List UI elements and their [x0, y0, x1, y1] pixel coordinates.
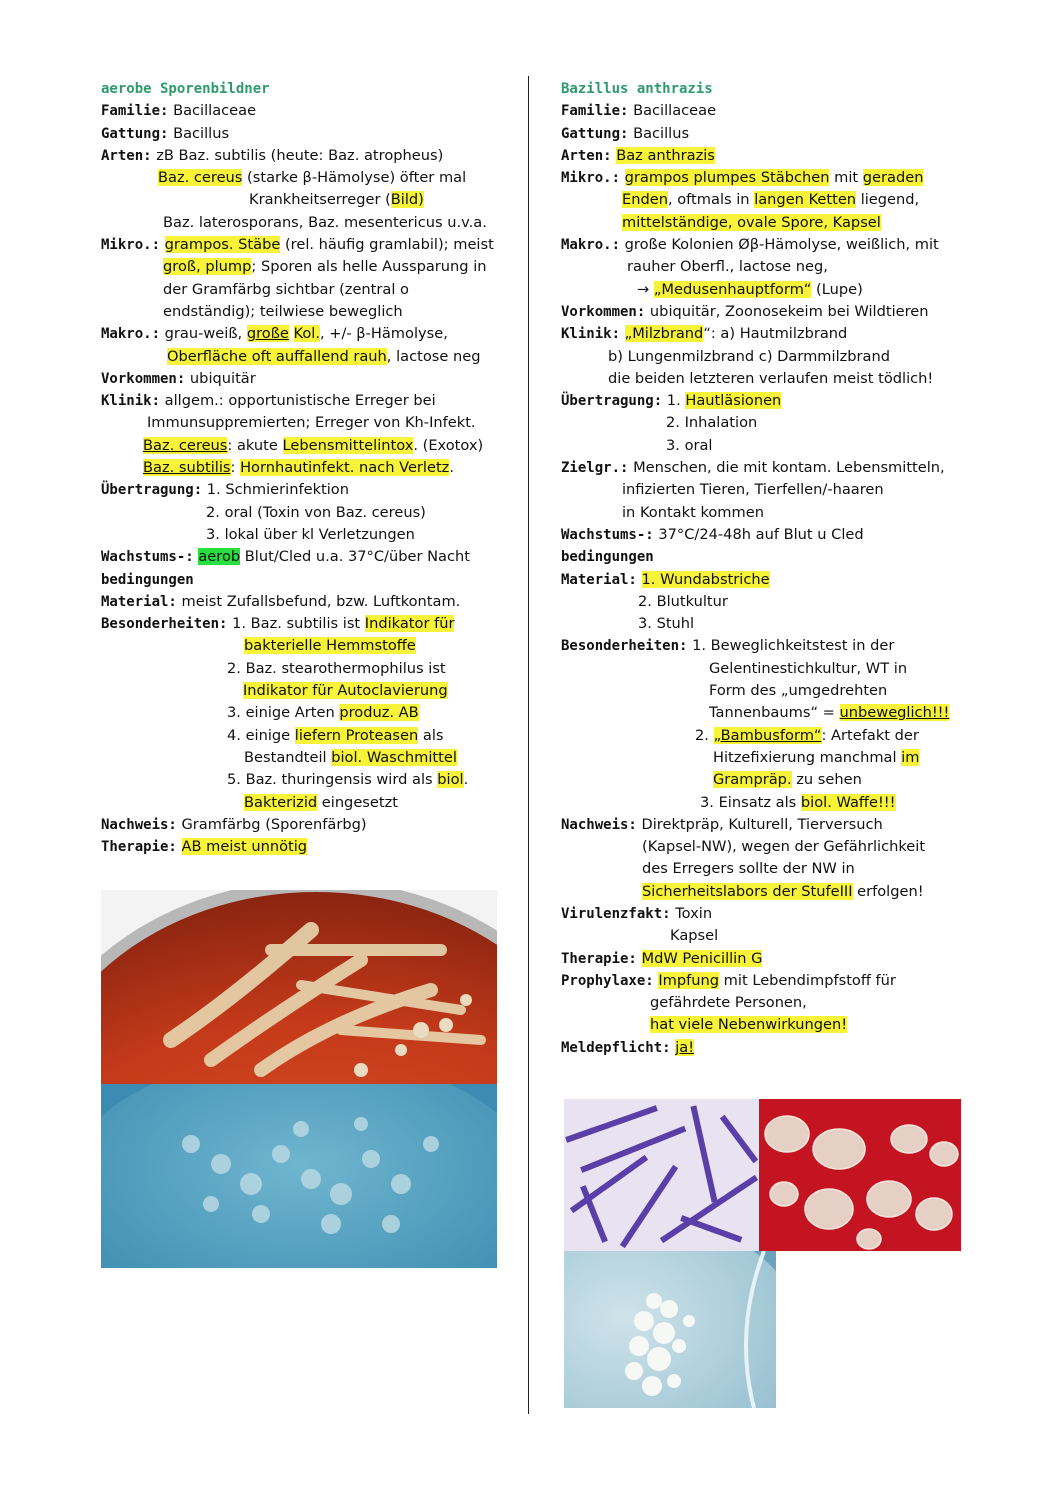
right-virulenz: Virulenzfakt: Toxin [561, 904, 713, 922]
right-uebertragung: Übertragung: 1. Hautläsionen [561, 392, 782, 410]
left-bes-7: Bestandteil biol. Waschmittel [244, 748, 457, 766]
right-bedingungen: bedingungen [561, 549, 654, 566]
right-material-2: 2. Blutkultur [638, 592, 728, 610]
blood-agar-plate-image [101, 890, 497, 1084]
left-klinik: Klinik: allgem.: opportunistische Erreger bei [101, 392, 436, 410]
gram-stain-microscopy-image [564, 1099, 759, 1251]
right-arten: Arten: Baz anthrazis [561, 146, 715, 164]
right-bes-3: Form des „umgedrehten [709, 682, 888, 700]
right-bes-7: Grampräp. zu sehen [713, 771, 862, 789]
left-bes-3: 2. Baz. stearothermophilus ist [227, 659, 446, 677]
left-bes-9: Bakterizid eingesetzt [244, 793, 398, 811]
anthrax-blood-agar-image [759, 1099, 961, 1251]
right-nachweis-2: (Kapsel-NW), wegen der Gefährlichkeit [642, 838, 926, 856]
left-mikro-4: endständig); teilwiese beweglich [163, 302, 403, 320]
right-klinik-2: b) Lungenmilzbrand c) Darmmilzbrand [608, 347, 891, 365]
left-column [101, 78, 521, 858]
left-mikro: Mikro.: grampos. Stäbe (rel. häufig gramlabil); meist [101, 236, 494, 254]
left-nachweis: Nachweis: Gramfärbg (Sporenfärbg) [101, 815, 367, 833]
left-arten-2: Baz. cereus (starke β-Hämolyse) öfter mal [158, 169, 467, 187]
left-uebertragung: Übertragung: 1. Schmierinfektion [101, 481, 349, 499]
left-klinik-2: Immunsuppremierten; Erreger von Kh-Infekt. [147, 414, 476, 432]
left-wachstum: Wachstums-: aerob Blut/Cled u.a. 37°C/über Nacht [101, 548, 470, 566]
right-familie: Familie: Bacillaceae [561, 102, 717, 120]
petri-dish-graphic [564, 1251, 776, 1408]
left-klinik-4: Baz. subtilis: Hornhautinfekt. nach Verletz. [143, 459, 454, 477]
column-divider [528, 76, 529, 1414]
blue-agar-plate-graphic [101, 1084, 497, 1268]
right-bes-4: Tannenbaums“ = unbeweglich!!! [709, 704, 950, 722]
left-arten-3: Krankheitserreger (Bild) [249, 191, 424, 209]
right-mikro-2: Enden, oftmals in langen Ketten liegend, [622, 191, 920, 209]
right-nachweis-4: Sicherheitslabors der StufeIII erfolgen! [642, 882, 924, 900]
left-bes-5: 3. einige Arten produz. AB [227, 704, 419, 722]
left-makro: Makro.: grau-weiß, große Kol., +/- β-Hämolyse, [101, 325, 448, 343]
right-mikro-3: mittelständige, ovale Spore, Kapsel [622, 213, 881, 231]
right-ueb-2: 2. Inhalation [666, 414, 758, 432]
right-prophylaxe: Prophylaxe: Impfung mit Lebendimpfstoff für [561, 971, 896, 989]
left-bes-8: 5. Baz. thuringensis wird als biol. [227, 771, 469, 789]
left-arten-4: Baz. laterosporans, Baz. mesentericus u.v.a. [163, 213, 487, 231]
right-virulenz-2: Kapsel [670, 927, 719, 945]
right-ueb-3: 3. oral [666, 436, 713, 454]
right-column [561, 78, 1021, 1059]
left-bedingungen: bedingungen [101, 571, 194, 588]
right-bes-2: Gelentinestichkultur, WT in [709, 659, 908, 677]
right-makro-2: rauher Oberfl., lactose neg, [627, 258, 828, 276]
left-bes-4: Indikator für Autoclavierung [243, 682, 448, 700]
left-material: Material: meist Zufallsbefund, bzw. Luftkontam. [101, 592, 461, 610]
right-bes-8: 3. Einsatz als biol. Waffe!!! [700, 793, 896, 811]
right-makro: Makro.: große Kolonien Øβ-Hämolyse, weißlich, mit [561, 236, 939, 254]
right-gattung: Gattung: Bacillus [561, 124, 690, 142]
blood-agar-plate-graphic [101, 890, 497, 1084]
left-ueb-2: 2. oral (Toxin von Baz. cereus) [206, 503, 426, 521]
right-prophylaxe-2: gefährdete Personen, [650, 994, 807, 1012]
left-therapie: Therapie: AB meist unnötig [101, 838, 308, 856]
left-mikro-2: groß, plump; Sporen als helle Aussparung in [163, 258, 487, 276]
left-mikro-3: der Gramfärbg sichtbar (zentral o [163, 280, 409, 298]
left-gattung: Gattung: Bacillus [101, 124, 230, 142]
right-bes-5: 2. „Bambusform“: Artefakt der [695, 726, 919, 744]
right-material: Material: 1. Wundabstriche [561, 570, 770, 588]
left-title: aerobe Sporenbildner [101, 81, 270, 97]
right-bes-6: Hitzefixierung manchmal im [713, 748, 920, 766]
left-vorkommen: Vorkommen: ubiquitär [101, 369, 256, 387]
right-besonderheiten: Besonderheiten: 1. Beweglichkeitstest in der [561, 637, 895, 655]
right-prophylaxe-3: hat viele Nebenwirkungen! [650, 1016, 848, 1034]
right-title: Bazillus anthrazis [561, 81, 713, 97]
right-wachstum: Wachstums-: 37°C/24-48h auf Blut u Cled [561, 525, 864, 543]
blue-agar-plate-image [101, 1084, 497, 1268]
right-nachweis-3: des Erregers sollte der NW in [642, 860, 855, 878]
right-zielgr-3: in Kontakt kommen [622, 503, 764, 521]
right-zielgr-2: infizierten Tieren, Tierfellen/-haaren [622, 481, 884, 499]
left-besonderheiten: Besonderheiten: 1. Baz. subtilis ist Indikator für [101, 615, 455, 633]
right-mikro: Mikro.: grampos plumpes Stäbchen mit geraden [561, 169, 924, 187]
left-bes-2: bakterielle Hemmstoffe [244, 637, 416, 655]
right-klinik: Klinik: „Milzbrand“: a) Hautmilzbrand [561, 325, 848, 343]
petri-dish-culture-image [564, 1251, 776, 1408]
left-klinik-3: Baz. cereus: akute Lebensmittelintox. (Exotox) [143, 436, 484, 454]
right-zielgr: Zielgr.: Menschen, die mit kontam. Lebensmitteln, [561, 459, 945, 477]
right-makro-3: → „Medusenhauptform“ (Lupe) [637, 280, 863, 298]
left-ueb-3: 3. lokal über kl Verletzungen [206, 525, 415, 543]
right-klinik-3: die beiden letzteren verlaufen meist tödlich! [608, 369, 934, 387]
gram-stain-graphic [564, 1099, 759, 1251]
right-meldepflicht: Meldepflicht: ja! [561, 1038, 695, 1056]
left-arten: Arten: zB Baz. subtilis (heute: Baz. atropheus) [101, 146, 444, 164]
left-makro-2: Oberfläche oft auffallend rauh, lactose neg [167, 347, 481, 365]
anthrax-colonies-graphic [759, 1099, 961, 1251]
right-therapie: Therapie: MdW Penicillin G [561, 949, 763, 967]
right-nachweis: Nachweis: Direktpräp, Kulturell, Tierversuch [561, 815, 883, 833]
left-bes-6: 4. einige liefern Proteasen als [227, 726, 444, 744]
right-vorkommen: Vorkommen: ubiquitär, Zoonosekeim bei Wildtieren [561, 302, 929, 320]
right-material-3: 3. Stuhl [638, 615, 695, 633]
left-familie: Familie: Bacillaceae [101, 102, 257, 120]
